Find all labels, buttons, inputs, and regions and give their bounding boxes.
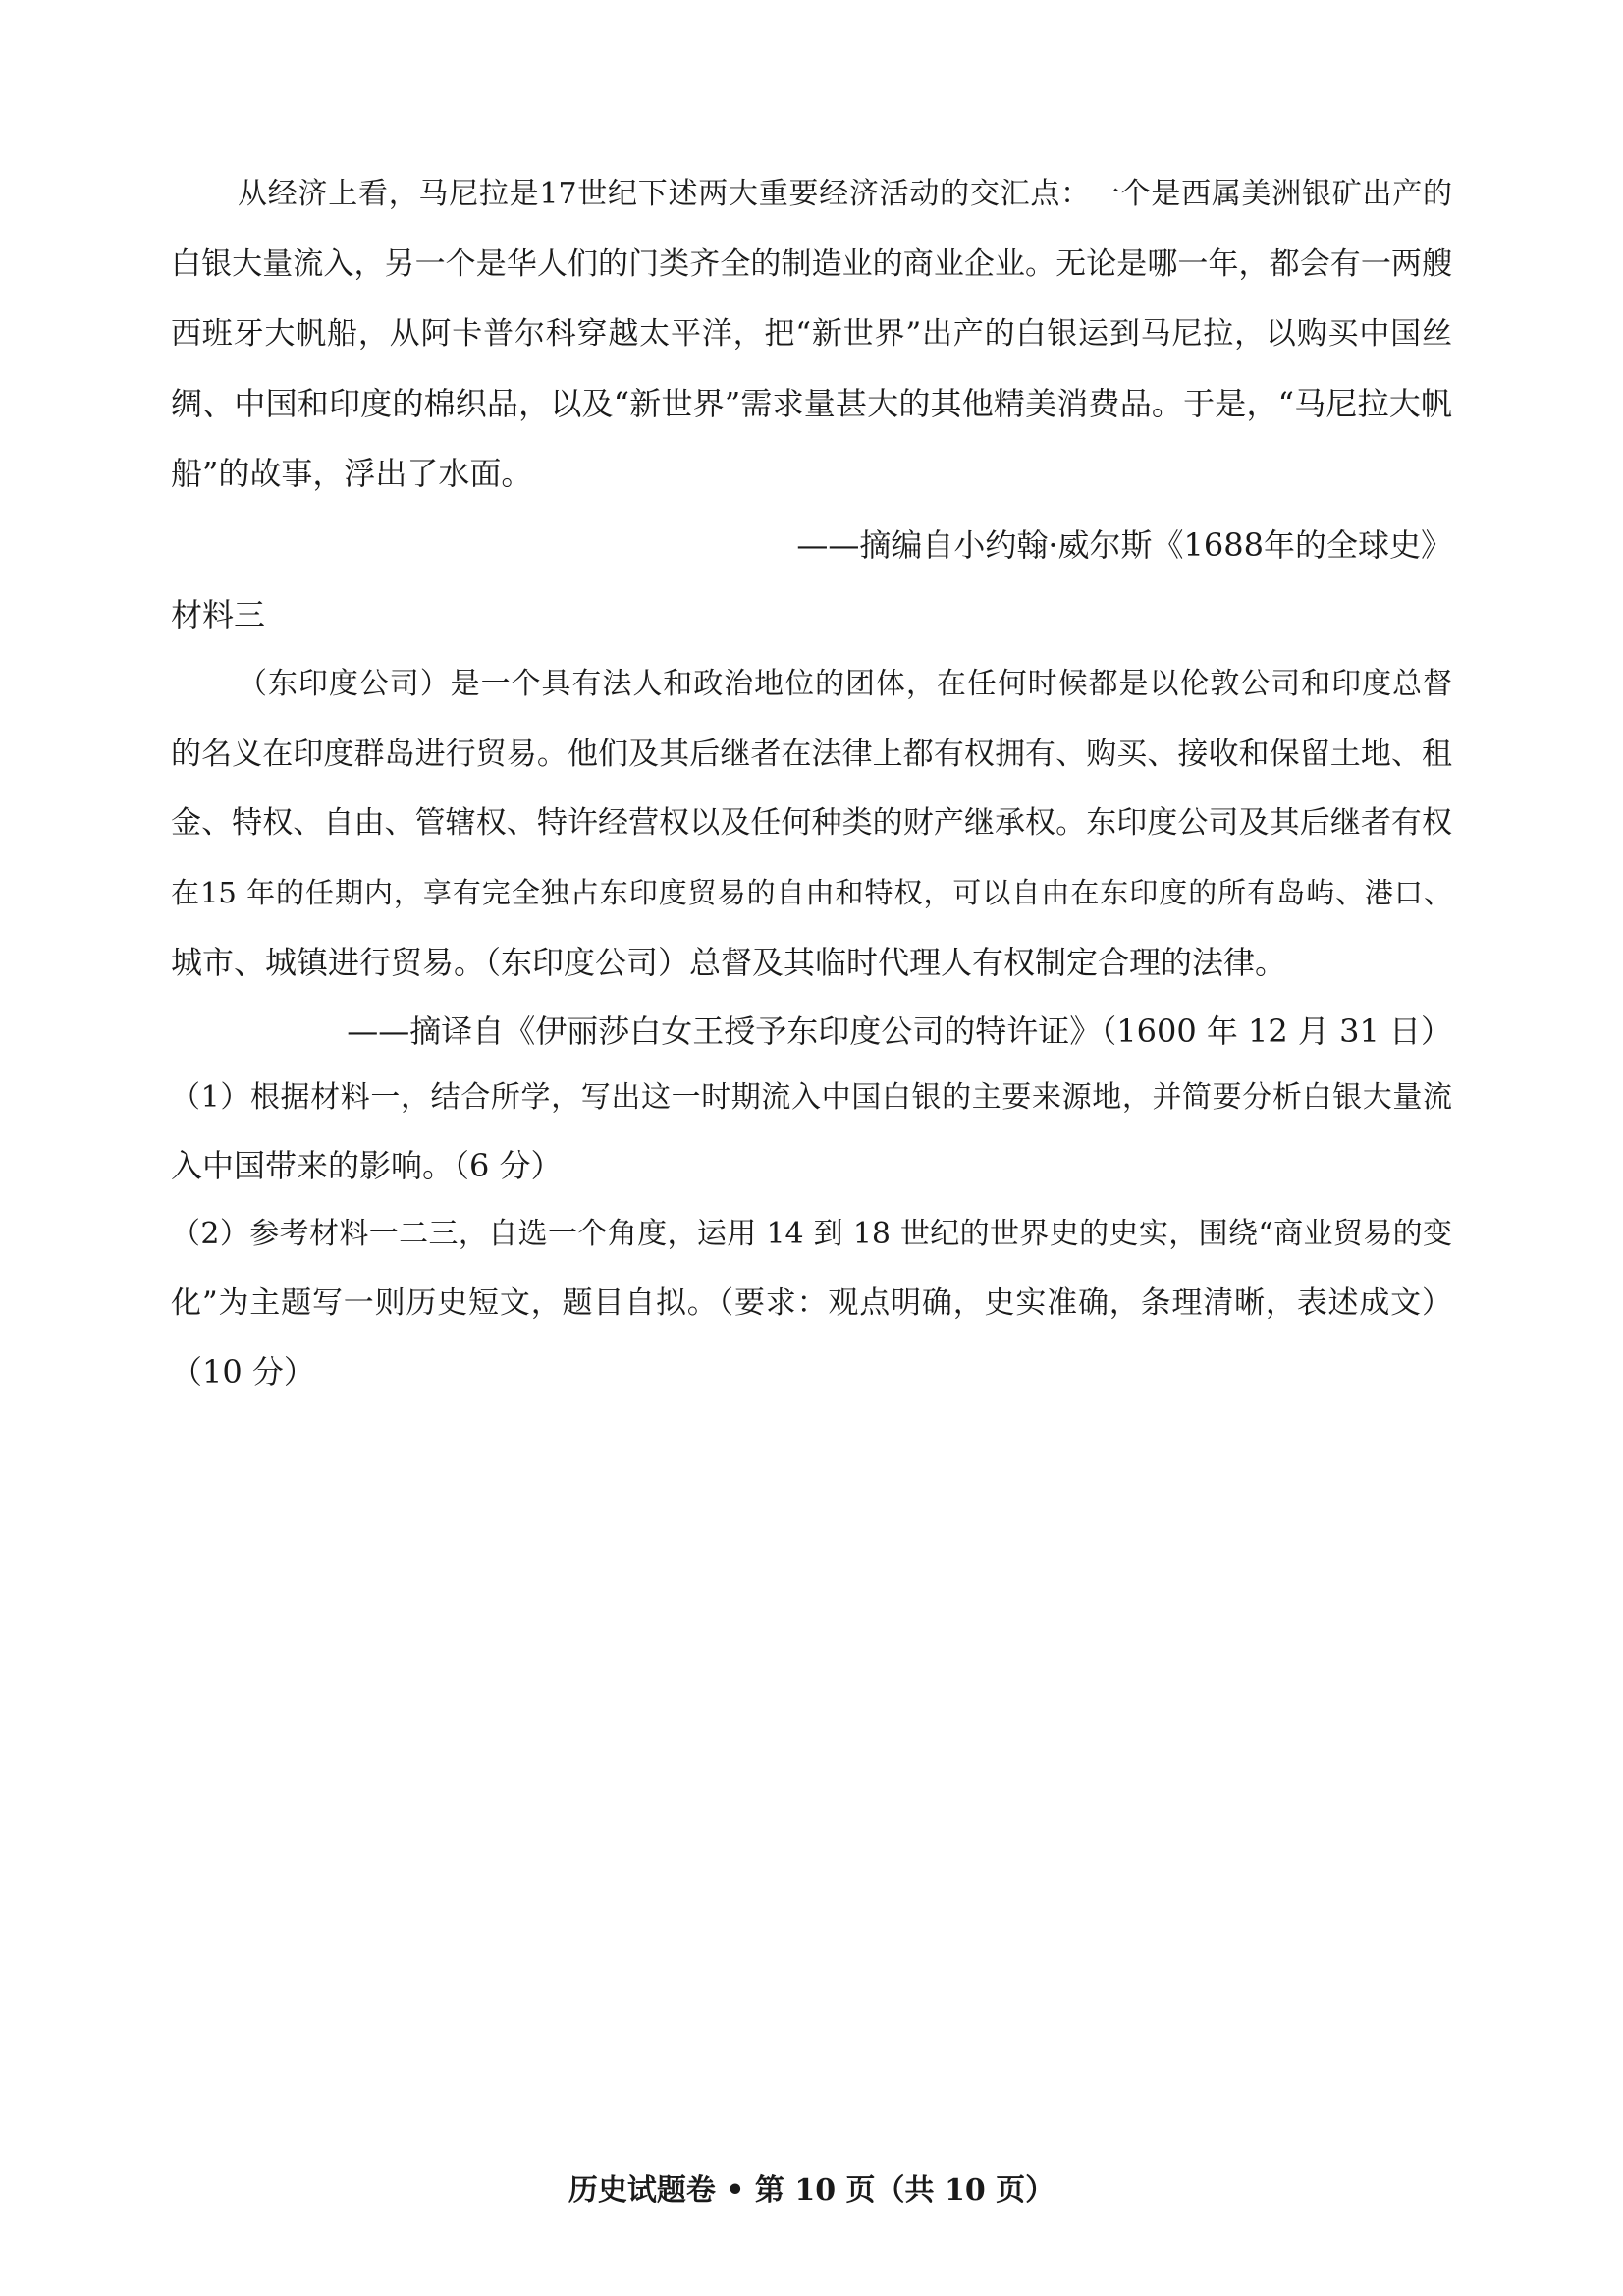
material-two-source: ——摘编自小约翰·威尔斯《1688年的全球史》: [796, 526, 1452, 564]
material-three-line-3: 金、特权、自由、管辖权、特许经营权以及任何种类的财产继承权。东印度公司及其后继者有权: [171, 805, 1452, 841]
material-three-line-2: 的名义在印度群岛进行贸易。他们及其后继者在法律上都有权拥有、购买、接收和保留土地、租: [171, 737, 1452, 772]
material-three-source: ——摘译自《伊丽莎白女王授予东印度公司的特许证》（1600 年 12 月 31 日）: [347, 1012, 1452, 1050]
page-footer: 历史试题卷 • 第 10 页（共 10 页）: [568, 2173, 1055, 2208]
material-three-line-4: 在15 年的任期内，享有完全独占东印度贸易的自由和特权，可以自由在东印度的所有岛屿、港口、: [171, 876, 1452, 909]
question-2-line-3: （10 分）: [171, 1353, 315, 1391]
question-2-line-1: （2）参考材料一二三，自选一个角度，运用 14 到 18 世纪的世界史的史实，围绕“商业贸易的变: [171, 1217, 1452, 1251]
question-1-line-1: （1）根据材料一，结合所学，写出这一时期流入中国白银的主要来源地，并简要分析白银大量流: [171, 1080, 1452, 1115]
material-two-line-1: 从经济上看，马尼拉是17世纪下述两大重要经济活动的交汇点：一个是西属美洲银矿出产的: [238, 177, 1452, 211]
question-1-line-2: 入中国带来的影响。（6 分）: [171, 1147, 563, 1184]
material-three-line-5: 城市、城镇进行贸易。（东印度公司）总督及其临时代理人有权制定合理的法律。: [171, 944, 1287, 981]
material-two-line-5: 船”的故事，浮出了水面。: [171, 455, 533, 492]
material-three-heading: 材料三: [171, 596, 266, 633]
question-2-line-2: 化”为主题写一则历史短文，题目自拟。（要求：观点明确，史实准确，条理清晰，表述成文）: [171, 1285, 1452, 1321]
material-two-line-2: 白银大量流入，另一个是华人们的门类齐全的制造业的商业企业。无论是哪一年，都会有一两艘: [171, 246, 1452, 282]
material-two-line-4: 绸、中国和印度的棉织品，以及“新世界”需求量甚大的其他精美消费品。于是，“马尼拉大帆: [171, 385, 1452, 422]
material-three-line-1: （东印度公司）是一个具有法人和政治地位的团体，在任何时候都是以伦敦公司和印度总督: [238, 667, 1452, 701]
material-two-line-3: 西班牙大帆船，从阿卡普尔科穿越太平洋，把“新世界”出产的白银运到马尼拉，以购买中国丝: [171, 316, 1452, 352]
